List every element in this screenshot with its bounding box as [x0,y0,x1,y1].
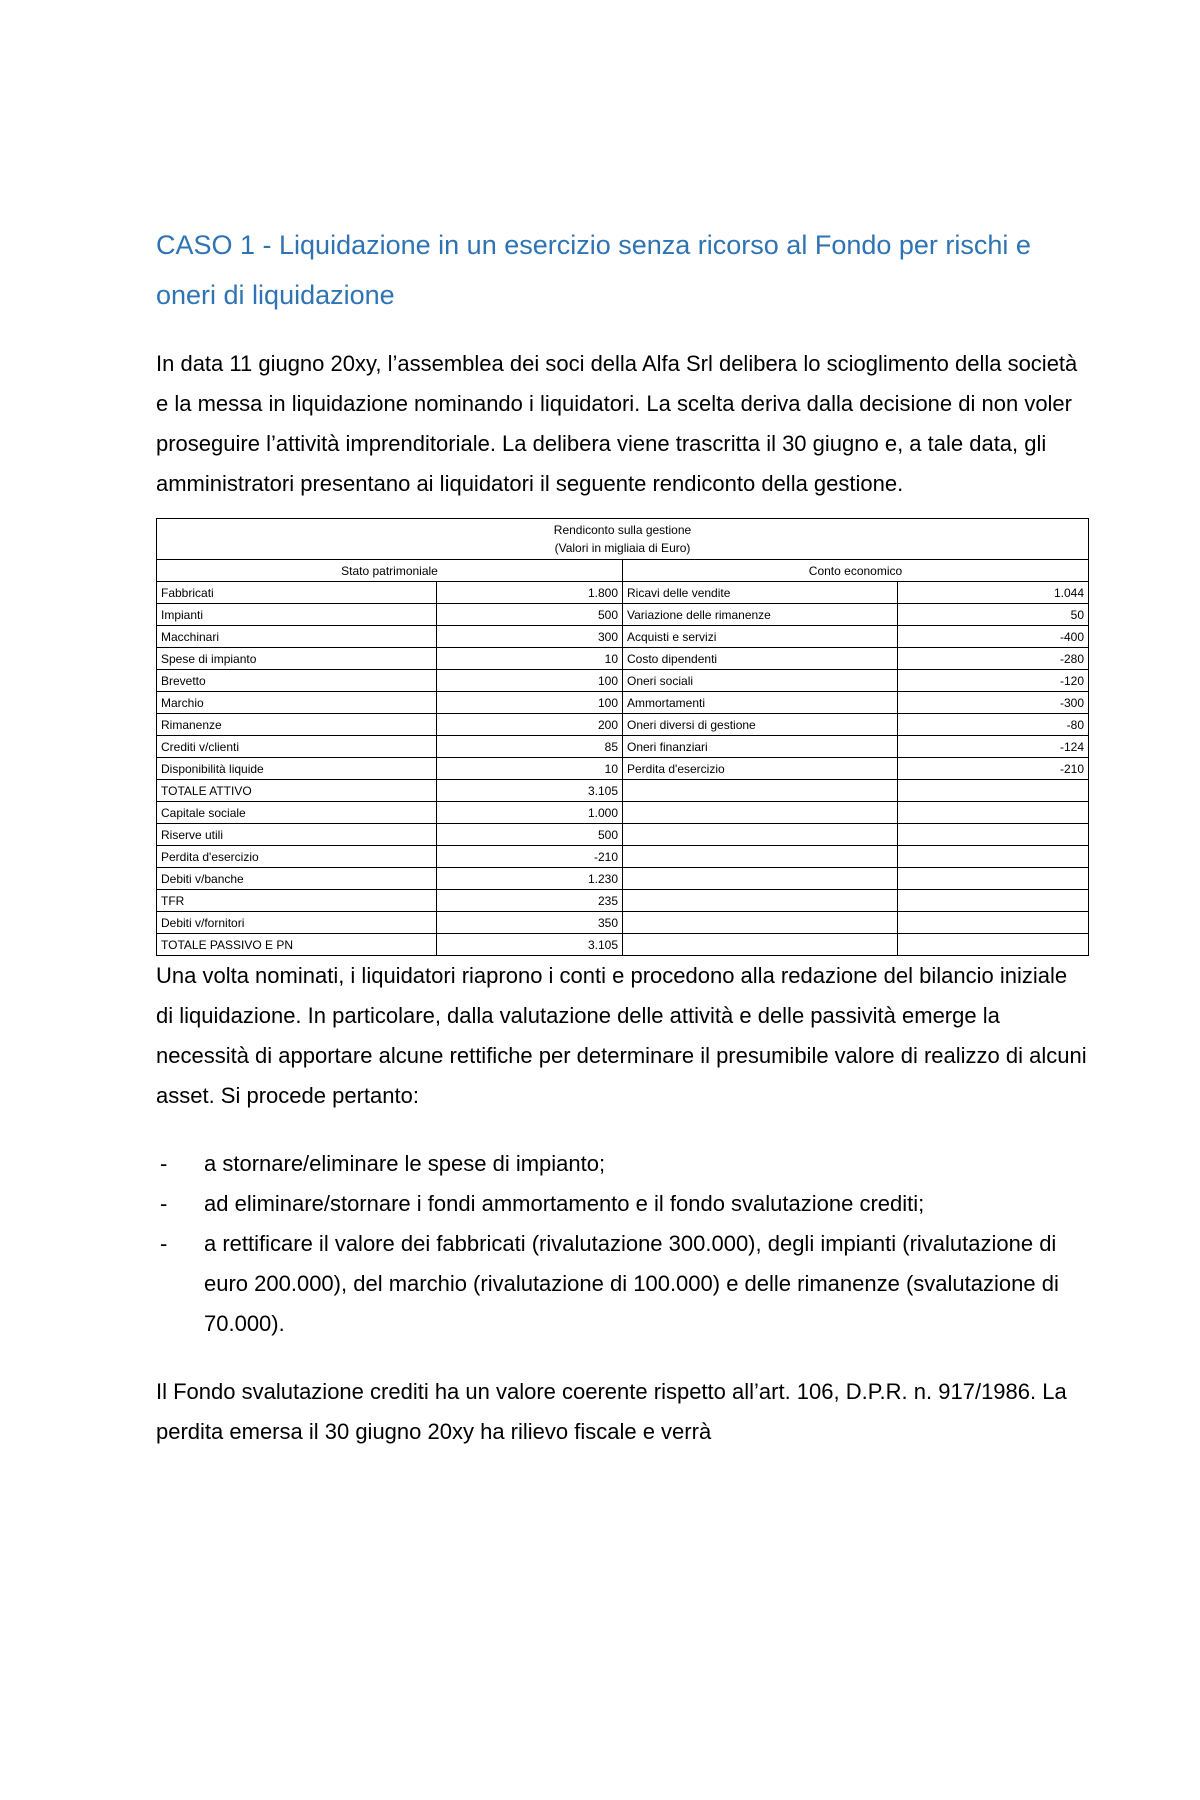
table-subtitle: (Valori in migliaia di Euro) [554,541,691,555]
sp-value-cell: 1.000 [437,802,623,824]
sp-value-cell: 3.105 [437,780,623,802]
list-item-text: a stornare/eliminare le spese di impianto; [204,1151,606,1176]
ce-value-cell [898,934,1089,956]
sp-label-cell: Crediti v/clienti [157,736,437,758]
table-body [157,582,1089,956]
table-row [157,912,1089,934]
adjustments-list [156,1144,1088,1344]
ce-label-cell: Oneri finanziari [623,736,898,758]
ce-label-cell [623,890,898,912]
sp-value-cell: 200 [437,714,623,736]
table-row [157,758,1089,780]
document-page [156,220,1088,1452]
list-item [156,1184,1088,1224]
sp-value-cell: 85 [437,736,623,758]
ce-label-cell: Ammortamenti [623,692,898,714]
sp-value-cell: 1.230 [437,868,623,890]
ce-value-cell [898,868,1089,890]
ce-label-cell [623,846,898,868]
table-row [157,626,1089,648]
list-item-text: a rettificare il valore dei fabbricati (rivalutazione 300.000), degli impianti (rivalutazione di euro 200.000), del marchio (rivalutazione di 100.000) e delle rimanenze (svalutazione di 70.000). [204,1231,1059,1336]
ce-value-cell: -120 [898,670,1089,692]
ce-label-cell: Acquisti e servizi [623,626,898,648]
after-table-paragraph: Una volta nominati, i liquidatori riaprono i conti e procedono alla redazione del bilancio iniziale di liquidazione. In particolare, dalla valutazione delle attività e delle passività emerge la necessità di apportare alcune rettifiche per determinare il presumibile valore di realizzo di alcuni asset. Si procede pertanto: [156,963,1087,1108]
bullet-marker: - [160,1231,168,1256]
list-item [156,1224,1088,1344]
bullet-marker: - [160,1151,168,1176]
sp-label-cell: Spese di impianto [157,648,437,670]
ce-value-cell: -280 [898,648,1089,670]
sp-label-cell: TOTALE ATTIVO [157,780,437,802]
sp-label-cell: Fabbricati [157,582,437,604]
sp-value-cell: 10 [437,758,623,780]
table-row [157,846,1089,868]
table-title: Rendiconto sulla gestione [553,523,692,537]
list-item [156,1144,1088,1184]
sp-label-cell: TOTALE PASSIVO E PN [157,934,437,956]
sp-value-cell: 500 [437,604,623,626]
bullet-marker: - [160,1191,168,1216]
sp-value-cell: -210 [437,846,623,868]
sp-value-cell: 1.800 [437,582,623,604]
ce-value-cell: 1.044 [898,582,1089,604]
sp-label-cell: Capitale sociale [157,802,437,824]
document-title: CASO 1 - Liquidazione in un esercizio senza ricorso al Fondo per rischi e oneri di liquidazione [156,230,1031,310]
rendiconto-table-wrapper [156,518,1088,956]
rendiconto-table [156,518,1089,956]
conto-economico-header: Conto economico [623,560,1089,582]
sp-value-cell: 3.105 [437,934,623,956]
sp-label-cell: TFR [157,890,437,912]
ce-value-cell [898,802,1089,824]
table-row [157,780,1089,802]
sp-label-cell: Disponibilità liquide [157,758,437,780]
ce-value-cell [898,890,1089,912]
sp-label-cell: Impianti [157,604,437,626]
ce-value-cell [898,824,1089,846]
sp-value-cell: 235 [437,890,623,912]
sp-label-cell: Debiti v/banche [157,868,437,890]
table-row [157,934,1089,956]
ce-label-cell: Variazione delle rimanenze [623,604,898,626]
sp-label-cell: Marchio [157,692,437,714]
sp-label-cell: Debiti v/fornitori [157,912,437,934]
table-title-cell [157,519,1089,560]
ce-value-cell: -300 [898,692,1089,714]
table-row [157,824,1089,846]
ce-label-cell [623,802,898,824]
sp-value-cell: 500 [437,824,623,846]
ce-value-cell [898,846,1089,868]
sp-label-cell: Rimanenze [157,714,437,736]
ce-label-cell [623,824,898,846]
sp-value-cell: 350 [437,912,623,934]
ce-value-cell [898,912,1089,934]
table-row [157,582,1089,604]
table-row [157,670,1089,692]
list-item-text: ad eliminare/stornare i fondi ammortamento e il fondo svalutazione crediti; [204,1191,925,1216]
sp-label-cell: Brevetto [157,670,437,692]
ce-value-cell: -400 [898,626,1089,648]
table-row [157,648,1089,670]
ce-label-cell: Oneri sociali [623,670,898,692]
sp-label-cell: Riserve utili [157,824,437,846]
table-row [157,802,1089,824]
ce-label-cell [623,934,898,956]
closing-paragraph: Il Fondo svalutazione crediti ha un valore coerente rispetto all’art. 106, D.P.R. n. 917/1986. La perdita emersa il 30 giugno 20xy ha rilievo fiscale e verrà [156,1379,1067,1444]
table-row [157,736,1089,758]
table-row [157,714,1089,736]
ce-label-cell [623,912,898,934]
table-row [157,692,1089,714]
ce-value-cell: -210 [898,758,1089,780]
ce-label-cell: Costo dipendenti [623,648,898,670]
sp-value-cell: 300 [437,626,623,648]
table-row [157,868,1089,890]
ce-value-cell: -124 [898,736,1089,758]
intro-paragraph: In data 11 giugno 20xy, l’assemblea dei soci della Alfa Srl delibera lo scioglimento della società e la messa in liquidazione nominando i liquidatori. La scelta deriva dalla decisione di non voler proseguire l’attività imprenditoriale. La delibera viene trascritta il 30 giugno e, a tale data, gli amministratori presentano ai liquidatori il seguente rendiconto della gestione. [156,351,1078,496]
sp-value-cell: 10 [437,648,623,670]
table-row [157,604,1089,626]
ce-value-cell [898,780,1089,802]
stato-patrimoniale-header: Stato patrimoniale [157,560,623,582]
sp-value-cell: 100 [437,692,623,714]
sp-label-cell: Perdita d'esercizio [157,846,437,868]
ce-label-cell: Perdita d'esercizio [623,758,898,780]
ce-label-cell [623,868,898,890]
sp-label-cell: Macchinari [157,626,437,648]
sp-value-cell: 100 [437,670,623,692]
table-row [157,890,1089,912]
ce-label-cell: Oneri diversi di gestione [623,714,898,736]
ce-value-cell: -80 [898,714,1089,736]
ce-value-cell: 50 [898,604,1089,626]
ce-label-cell: Ricavi delle vendite [623,582,898,604]
ce-label-cell [623,780,898,802]
